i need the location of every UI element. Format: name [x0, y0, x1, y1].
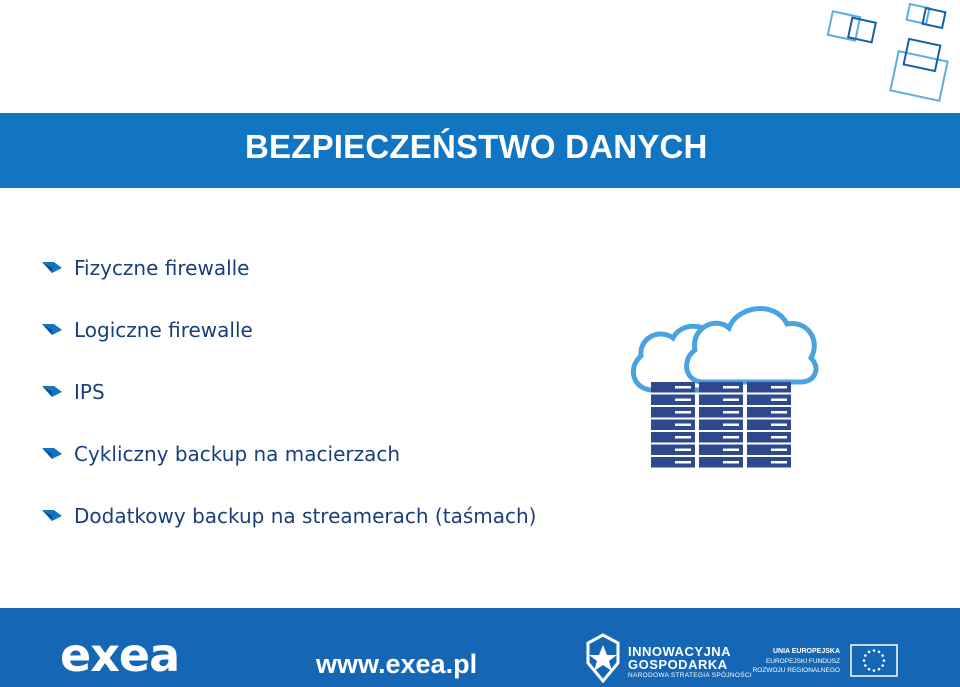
bullet-item — [40, 434, 536, 496]
bullet-text: Cykliczny backup na macierzach — [74, 442, 401, 466]
eu-star — [868, 651, 871, 654]
server-slot — [723, 424, 739, 427]
eu-star — [873, 649, 876, 652]
eu-star — [868, 668, 871, 671]
eu-star — [881, 664, 884, 667]
server-slot — [723, 386, 739, 389]
server-slot — [675, 411, 691, 414]
website-link[interactable]: www.exea.pl — [316, 649, 478, 679]
eu-star — [864, 664, 867, 667]
server-slot — [675, 386, 691, 389]
eu-fund-text — [738, 647, 840, 675]
server-rack — [651, 382, 791, 468]
bullet-text: IPS — [74, 380, 105, 404]
cloud-server-icon — [625, 298, 820, 473]
innovative-economy-logo-text — [628, 645, 752, 681]
server-slot — [771, 461, 787, 464]
server-slot — [771, 386, 787, 389]
innovative-economy-logo-icon — [584, 633, 622, 683]
bullet-item — [40, 248, 536, 310]
server-slot — [723, 449, 739, 452]
server-slot — [771, 411, 787, 414]
bullet-arrow-icon — [40, 508, 64, 522]
bullet-text: Dodatkowy backup na streamerach (taśmach) — [74, 504, 537, 528]
bullet-item — [40, 496, 536, 558]
server-slot — [771, 424, 787, 427]
ig-line: INNOWACYJNA — [628, 644, 732, 659]
bullet-arrow-icon — [40, 260, 64, 274]
server-slot — [771, 399, 787, 402]
bullet-arrow-icon — [40, 384, 64, 398]
server-slot — [675, 436, 691, 439]
corner-decoration-icon — [820, 0, 960, 110]
eu-star — [864, 654, 867, 657]
ig-line: GOSPODARKA — [628, 657, 728, 672]
bullet-list — [40, 248, 536, 558]
eu-line: UNIA EUROPEJSKA — [772, 648, 840, 655]
eu-star — [881, 654, 884, 657]
server-slot — [723, 461, 739, 464]
eu-star — [883, 659, 886, 662]
bullet-item — [40, 372, 536, 434]
bullet-text: Logiczne firewalle — [74, 318, 253, 342]
exea-logo: exea — [60, 628, 180, 682]
ig-line: NARODOWA STRATEGIA SPÓJNOŚCI — [628, 672, 752, 679]
eu-star — [873, 669, 876, 672]
server-slot — [723, 411, 739, 414]
eu-star — [863, 659, 866, 662]
server-slot — [675, 424, 691, 427]
eu-line: ROZWOJU REGIONALNEGO — [752, 667, 840, 674]
server-slot — [771, 449, 787, 452]
server-slot — [675, 449, 691, 452]
server-slot — [675, 461, 691, 464]
bullet-arrow-icon — [40, 446, 64, 460]
server-slot — [723, 399, 739, 402]
server-slot — [675, 399, 691, 402]
eu-flag-icon — [850, 644, 898, 677]
eu-star — [878, 668, 881, 671]
eu-star — [878, 651, 881, 654]
eu-line: EUROPEJSKI FUNDUSZ — [765, 658, 840, 665]
slide-title: BEZPIECZEŃSTWO DANYCH — [245, 128, 708, 165]
bullet-item — [40, 310, 536, 372]
bullet-text: Fizyczne firewalle — [74, 256, 250, 280]
server-slot — [771, 436, 787, 439]
bullet-arrow-icon — [40, 322, 64, 336]
server-slot — [723, 436, 739, 439]
